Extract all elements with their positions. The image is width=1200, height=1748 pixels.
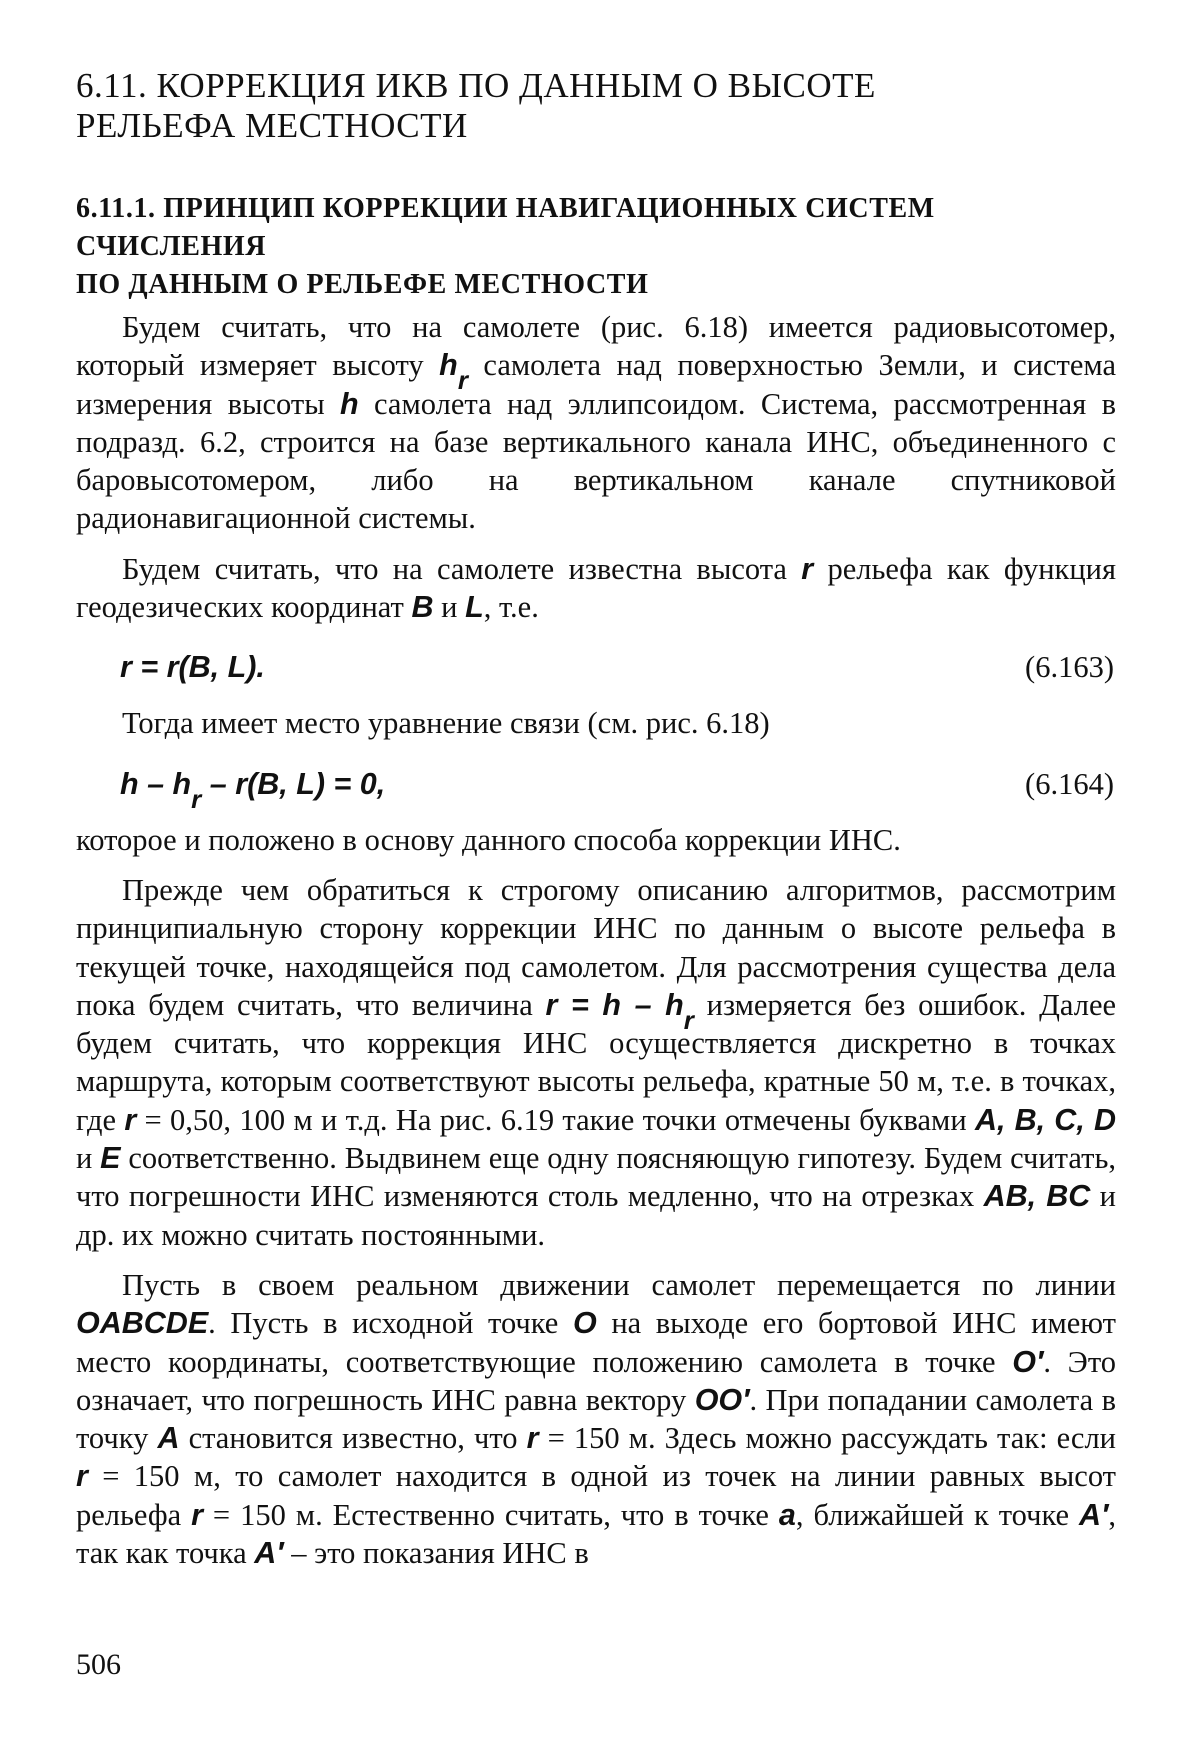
var-a: a [779, 1498, 796, 1532]
section-title-line2: РЕЛЬЕФА МЕСТНОСТИ [76, 106, 1116, 146]
var-h: h [439, 348, 458, 382]
var-segments: AB, BC [984, 1179, 1091, 1213]
text-run: самолета над поверхностью Земли, и система измерения высоты [76, 348, 1116, 420]
text-run: . Пусть в исходной точке [208, 1306, 573, 1340]
var-O-prime: O′ [1012, 1345, 1043, 1379]
paragraph-1 [76, 308, 1116, 538]
var-A-prime: A′ [254, 1536, 283, 1570]
page-body [76, 308, 1116, 1572]
equation-formula: r = r(B, L). [76, 648, 265, 686]
text-run: , ближайшей к точке [796, 1498, 1079, 1532]
paragraph-5 [76, 871, 1116, 1254]
var-L: L [465, 590, 484, 624]
text-run: Далее будем считать, что коррекция ИНС осуществляется дискретно в точках маршрута, которым соответствуют высоты рельефа, кратные 50 м, т.е. в точках, где [76, 988, 1116, 1137]
subscript-r: r [458, 365, 468, 395]
var-r: r [801, 552, 813, 586]
var-r: r [76, 1459, 88, 1493]
var-OO-prime: OO′ [695, 1383, 750, 1417]
text-run: = 150 м. Здесь можно рассуждать так: если [538, 1421, 1116, 1455]
var-O: O [573, 1306, 597, 1340]
formula-part: h – h [120, 767, 191, 801]
text-run: . Это означает, что погрешность ИНС равна вектору [76, 1345, 1116, 1417]
text-run: – это показания ИНС в [284, 1536, 589, 1570]
text-run: = 0,50, 100 м и т.д. На рис. 6.19 такие точки отмечены буквами [136, 1103, 975, 1137]
text-run: . При попадании самолета в точку [76, 1383, 1116, 1455]
book-page [0, 0, 1200, 1748]
var-A-prime: A′ [1079, 1498, 1108, 1532]
inline-formula: r = h – h [545, 988, 683, 1022]
paragraph-6 [76, 1266, 1116, 1572]
var-points: A, B, C, D [975, 1103, 1116, 1137]
text-run: самолета над эллипсоидом. Система, рассмотренная в подразд. 6.2, строится на базе вертикального канала ИНС, объединенного с баровысотомером, либо на вертикальном канале спутниковой радионавигационной системы. [76, 387, 1116, 536]
text-run: на выходе его бортовой ИНС имеют место координаты, соответствующие положению самолета в точке [76, 1306, 1116, 1378]
subsection-title-line1: 6.11.1. ПРИНЦИП КОРРЕКЦИИ НАВИГАЦИОННЫХ СИСТЕМ СЧИСЛЕНИЯ [76, 190, 1116, 266]
subscript-r: r [191, 784, 201, 814]
equation-formula [76, 765, 385, 803]
equation-number: (6.164) [1025, 765, 1116, 803]
text-run: рельефа как функция геодезических координат [76, 552, 1116, 624]
text-run: Будем считать, что на самолете (рис. 6.18) имеется радиовысотомер, который измеряет высоту [76, 310, 1116, 382]
text-run: соответственно. Выдвинем еще одну поясняющую гипотезу. Будем считать, что погрешности ИНС изменяются столь медленно, что на отрезках [76, 1141, 1116, 1213]
section-title-line1: 6.11. КОРРЕКЦИЯ ИКВ ПО ДАННЫМ О ВЫСОТЕ [76, 66, 1116, 106]
equation-6-164 [76, 765, 1116, 803]
text-run: Прежде чем обратиться к строгому описанию алгоритмов, рассмотрим принципиальную сторону коррекции ИНС по данным о высоте рельефа в текущей точке, находящейся под самолетом. Для рассмотрения существа дела пока будем считать, что величина [76, 873, 1116, 1022]
var-r: r [191, 1498, 203, 1532]
subsection-title [76, 190, 1116, 304]
text-run: измеряется без ошибок. [694, 988, 1026, 1022]
var-r: r [124, 1103, 136, 1137]
formula-part: – r(B, L) = 0, [201, 767, 385, 801]
section-title [76, 66, 1116, 146]
paragraph-4: которое и положено в основу данного способа коррекции ИНС. [76, 821, 1116, 859]
text-run: = 150 м, то самолет находится в одной из точек на линии равных высот рельефа [76, 1459, 1116, 1531]
text-run: Будем считать, что на самолете известна высота [122, 552, 801, 586]
var-A: A [157, 1421, 179, 1455]
equation-6-163 [76, 648, 1116, 686]
paragraph-2 [76, 550, 1116, 627]
subscript-r: r [684, 1005, 694, 1035]
text-run: становится известно, что [179, 1421, 526, 1455]
var-r: r [527, 1421, 539, 1455]
var-B: B [412, 590, 434, 624]
page-number: 506 [76, 1648, 121, 1682]
subsection-title-line2: ПО ДАННЫМ О РЕЛЬЕФЕ МЕСТНОСТИ [76, 266, 1116, 304]
text-run: , т.е. [484, 590, 539, 624]
paragraph-3: Тогда имеет место уравнение связи (см. рис. 6.18) [76, 704, 1116, 742]
text-run: и [434, 590, 466, 624]
var-line: OABCDE [76, 1306, 208, 1340]
text-run: = 150 м. Естественно считать, что в точке [203, 1498, 779, 1532]
var-E: E [100, 1141, 120, 1175]
text-run: Пусть в своем реальном движении самолет перемещается по линии [122, 1268, 1116, 1302]
text-run: и др. их можно считать постоянными. [76, 1179, 1116, 1251]
equation-number: (6.163) [1025, 648, 1116, 686]
var-h: h [340, 387, 359, 421]
text-run: , так как точка [76, 1498, 1116, 1570]
text-run: и [76, 1141, 100, 1175]
